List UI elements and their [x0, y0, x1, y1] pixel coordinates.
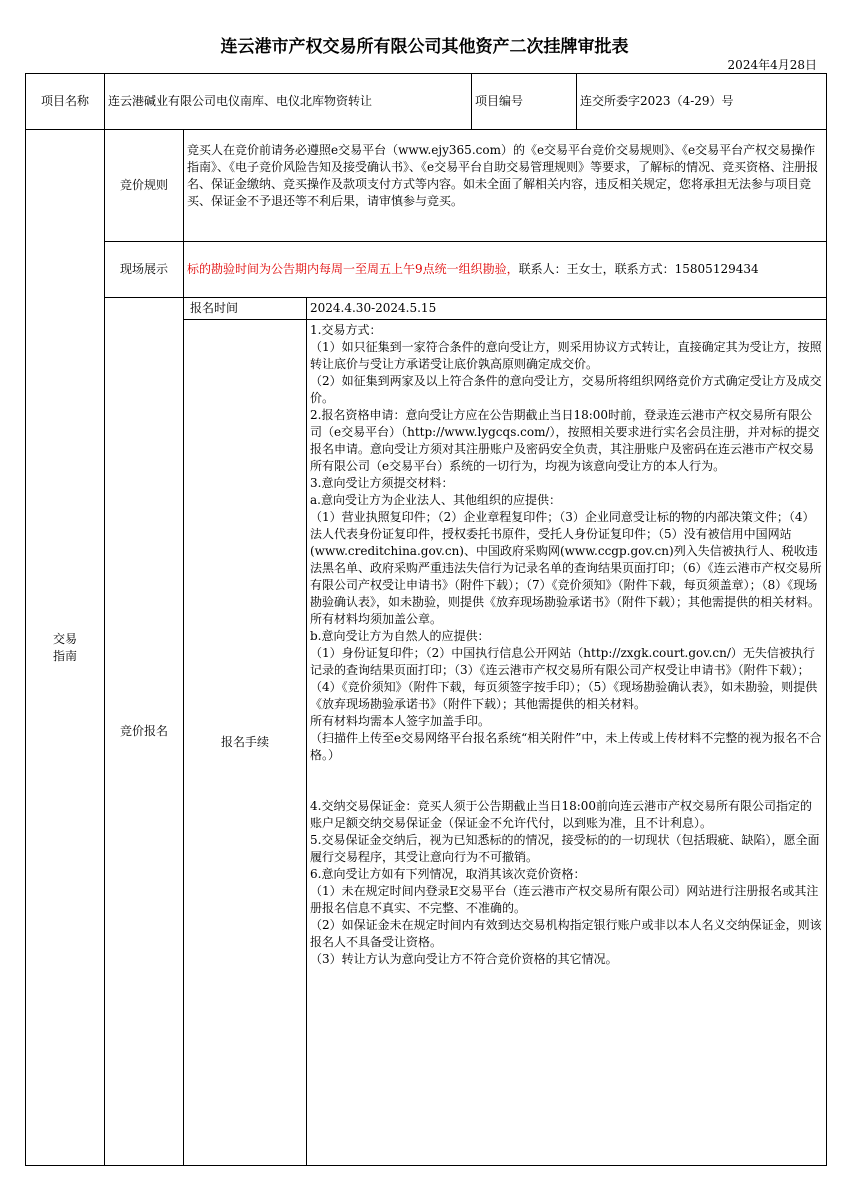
contact-info: 联系人：王女士，联系方式：15805129434 — [518, 262, 759, 276]
procedure-paragraph — [310, 764, 823, 781]
site-display-text — [184, 242, 827, 298]
signup-procedure-text — [307, 320, 827, 1166]
approval-table — [25, 73, 827, 1166]
form-date: 2024年4月28日 — [727, 58, 817, 72]
inspection-time-note: 标的勘验时间为公告期内每周一至周五上午9点统一组织勘验， — [187, 262, 519, 276]
procedure-paragraph: a.意向受让方为企业法人、其他组织的应提供： — [310, 493, 561, 507]
trading-guide-label — [26, 130, 105, 1166]
trading-guide-label-line2: 指南 — [52, 648, 77, 663]
procedure-paragraph: 2.报名资格申请：意向受让方应在公告期截止当日18:00时前，登录连云港市产权交易所有限公司（e交易平台）（http://www.lygcqs.com/），按照相关要求进行实名会员注册，并对标的提交报名申请。意向受让方须对其注册账户及密码安全负责，其注册账户及密码在连云港市产权交易所有限公司（e交易平台）系统的一切行为，均视为该意向受让方的本人行为。 — [310, 408, 820, 473]
procedure-list — [310, 322, 823, 968]
procedure-paragraph: 4.交纳交易保证金：竞买人须于公告期截止当日18:00前向连云港市产权交易所有限公司指定的账户足额交纳交易保证金（保证金不允许代付，以到账为准，且不计利息）。 — [310, 799, 813, 830]
procedure-paragraph: 6.意向受让方如有下列情况，取消其该次竞价资格： — [310, 867, 586, 881]
trading-guide-label-line1: 交易 — [52, 631, 77, 646]
signup-time-value: 2024.4.30-2024.5.15 — [307, 298, 827, 320]
project-name-value: 连云港碱业有限公司电仪南库、电仪北库物资转让 — [105, 74, 472, 130]
project-name-label: 项目名称 — [26, 74, 105, 130]
procedure-paragraph: （扫描件上传至e交易网络平台报名系统“相关附件”中，未上传或上传材料不完整的视为报名不合格。） — [310, 731, 822, 762]
project-no-value: 连交所委字2023（4-29）号 — [577, 74, 827, 130]
procedure-paragraph: （2）如保证金未在规定时间内有效到达交易机构指定银行账户或非以本人名义交纳保证金，则该报名人不具备受让资格。 — [310, 918, 822, 949]
procedure-paragraph: 1.交易方式： — [310, 323, 382, 337]
procedure-paragraph: （3）转让方认为意向受让方不符合竞价资格的其它情况。 — [310, 952, 618, 966]
signup-procedure-label: 报名手续 — [184, 320, 307, 1166]
procedure-paragraph: 所有材料均需本人签字加盖手印。 — [310, 714, 491, 728]
bidding-signup-label: 竞价报名 — [105, 298, 184, 1166]
signup-time-label: 报名时间 — [184, 298, 307, 320]
bidding-rules-label: 竞价规则 — [105, 130, 184, 242]
project-no-label: 项目编号 — [472, 74, 577, 130]
procedure-paragraph: 所有材料均须加盖公章。 — [310, 612, 443, 626]
procedure-paragraph: 3.意向受让方须提交材料： — [310, 476, 454, 490]
procedure-paragraph: 5.交易保证金交纳后，视为已知悉标的的情况，接受标的的一切现状（包括瑕疵、缺陷），愿全面履行交易程序，其受让意向行为不可撤销。 — [310, 833, 820, 864]
procedure-paragraph: b.意向受让方为自然人的应提供： — [310, 629, 490, 643]
procedure-paragraph: （1）营业执照复印件；（2）企业章程复印件；（3）企业同意受让标的物的内部决策文件；（4）法人代表身份证复印件，授权委托书原件，受托人身份证复印件；（5）没有被信用中国网站(www.creditchina.gov.cn)、中国政府采购网(www.ccgp.gov.cn)列入失信被执行人、税收违法黑名单、政府采购严重违法失信行为记录名单的查询结果页面打印；（6）《连云港市产权交易所有限公司产权受让申请书》（附件下载）；（7）《竞价须知》（附件下载，每页须盖章）；（8）《现场勘验确认表》，如未勘验，则提供《放弃现场勘验承诺书》（附件下载）；其他需提供的相关材料。 — [310, 510, 822, 609]
procedure-paragraph: （1）未在规定时间内登录E交易平台（连云港市产权交易所有限公司）网站进行注册报名或其注册报名信息不真实、不完整、不准确的。 — [310, 884, 819, 915]
procedure-paragraph: （2）如征集到两家及以上符合条件的意向受让方，交易所将组织网络竞价方式确定受让方及成交价。 — [310, 374, 822, 405]
procedure-paragraph — [310, 781, 823, 798]
bidding-rules-text: 竞买人在竞价前请务必遵照e交易平台（www.ejy365.com）的《e交易平台竞价交易规则》、《e交易平台产权交易操作指南》、《电子竞价风险告知及接受确认书》、《e交易平台自助交易管理规则》等要求，了解标的情况、竞买资格、注册报名、保证金缴纳、竞买操作及款项支付方式等内容。如未全面了解相关内容，违反相关规定，您将承担无法参与项目竞买、保证金不予退还等不利后果，请审慎参与竞买。 — [184, 130, 827, 242]
procedure-paragraph: （1）身份证复印件；（2）中国执行信息公开网站（http://zxgk.court.gov.cn/）无失信被执行记录的查询结果页面打印；（3）《连云港市产权交易所有限公司产权受让申请书》（附件下载）；（4）《竞价须知》（附件下载，每页须签字按手印）；（5）《现场勘验确认表》，如未勘验，则提供《放弃现场勘验承诺书》（附件下载）；其他需提供的相关材料。 — [310, 646, 818, 711]
site-display-label: 现场展示 — [105, 242, 184, 298]
procedure-paragraph: （1）如只征集到一家符合条件的意向受让方，则采用协议方式转让，直接确定其为受让方，按照转让底价与受让方承诺受让底价孰高原则确定成交价。 — [310, 340, 822, 371]
page-title: 连云港市产权交易所有限公司其他资产二次挂牌审批表 — [220, 37, 629, 57]
